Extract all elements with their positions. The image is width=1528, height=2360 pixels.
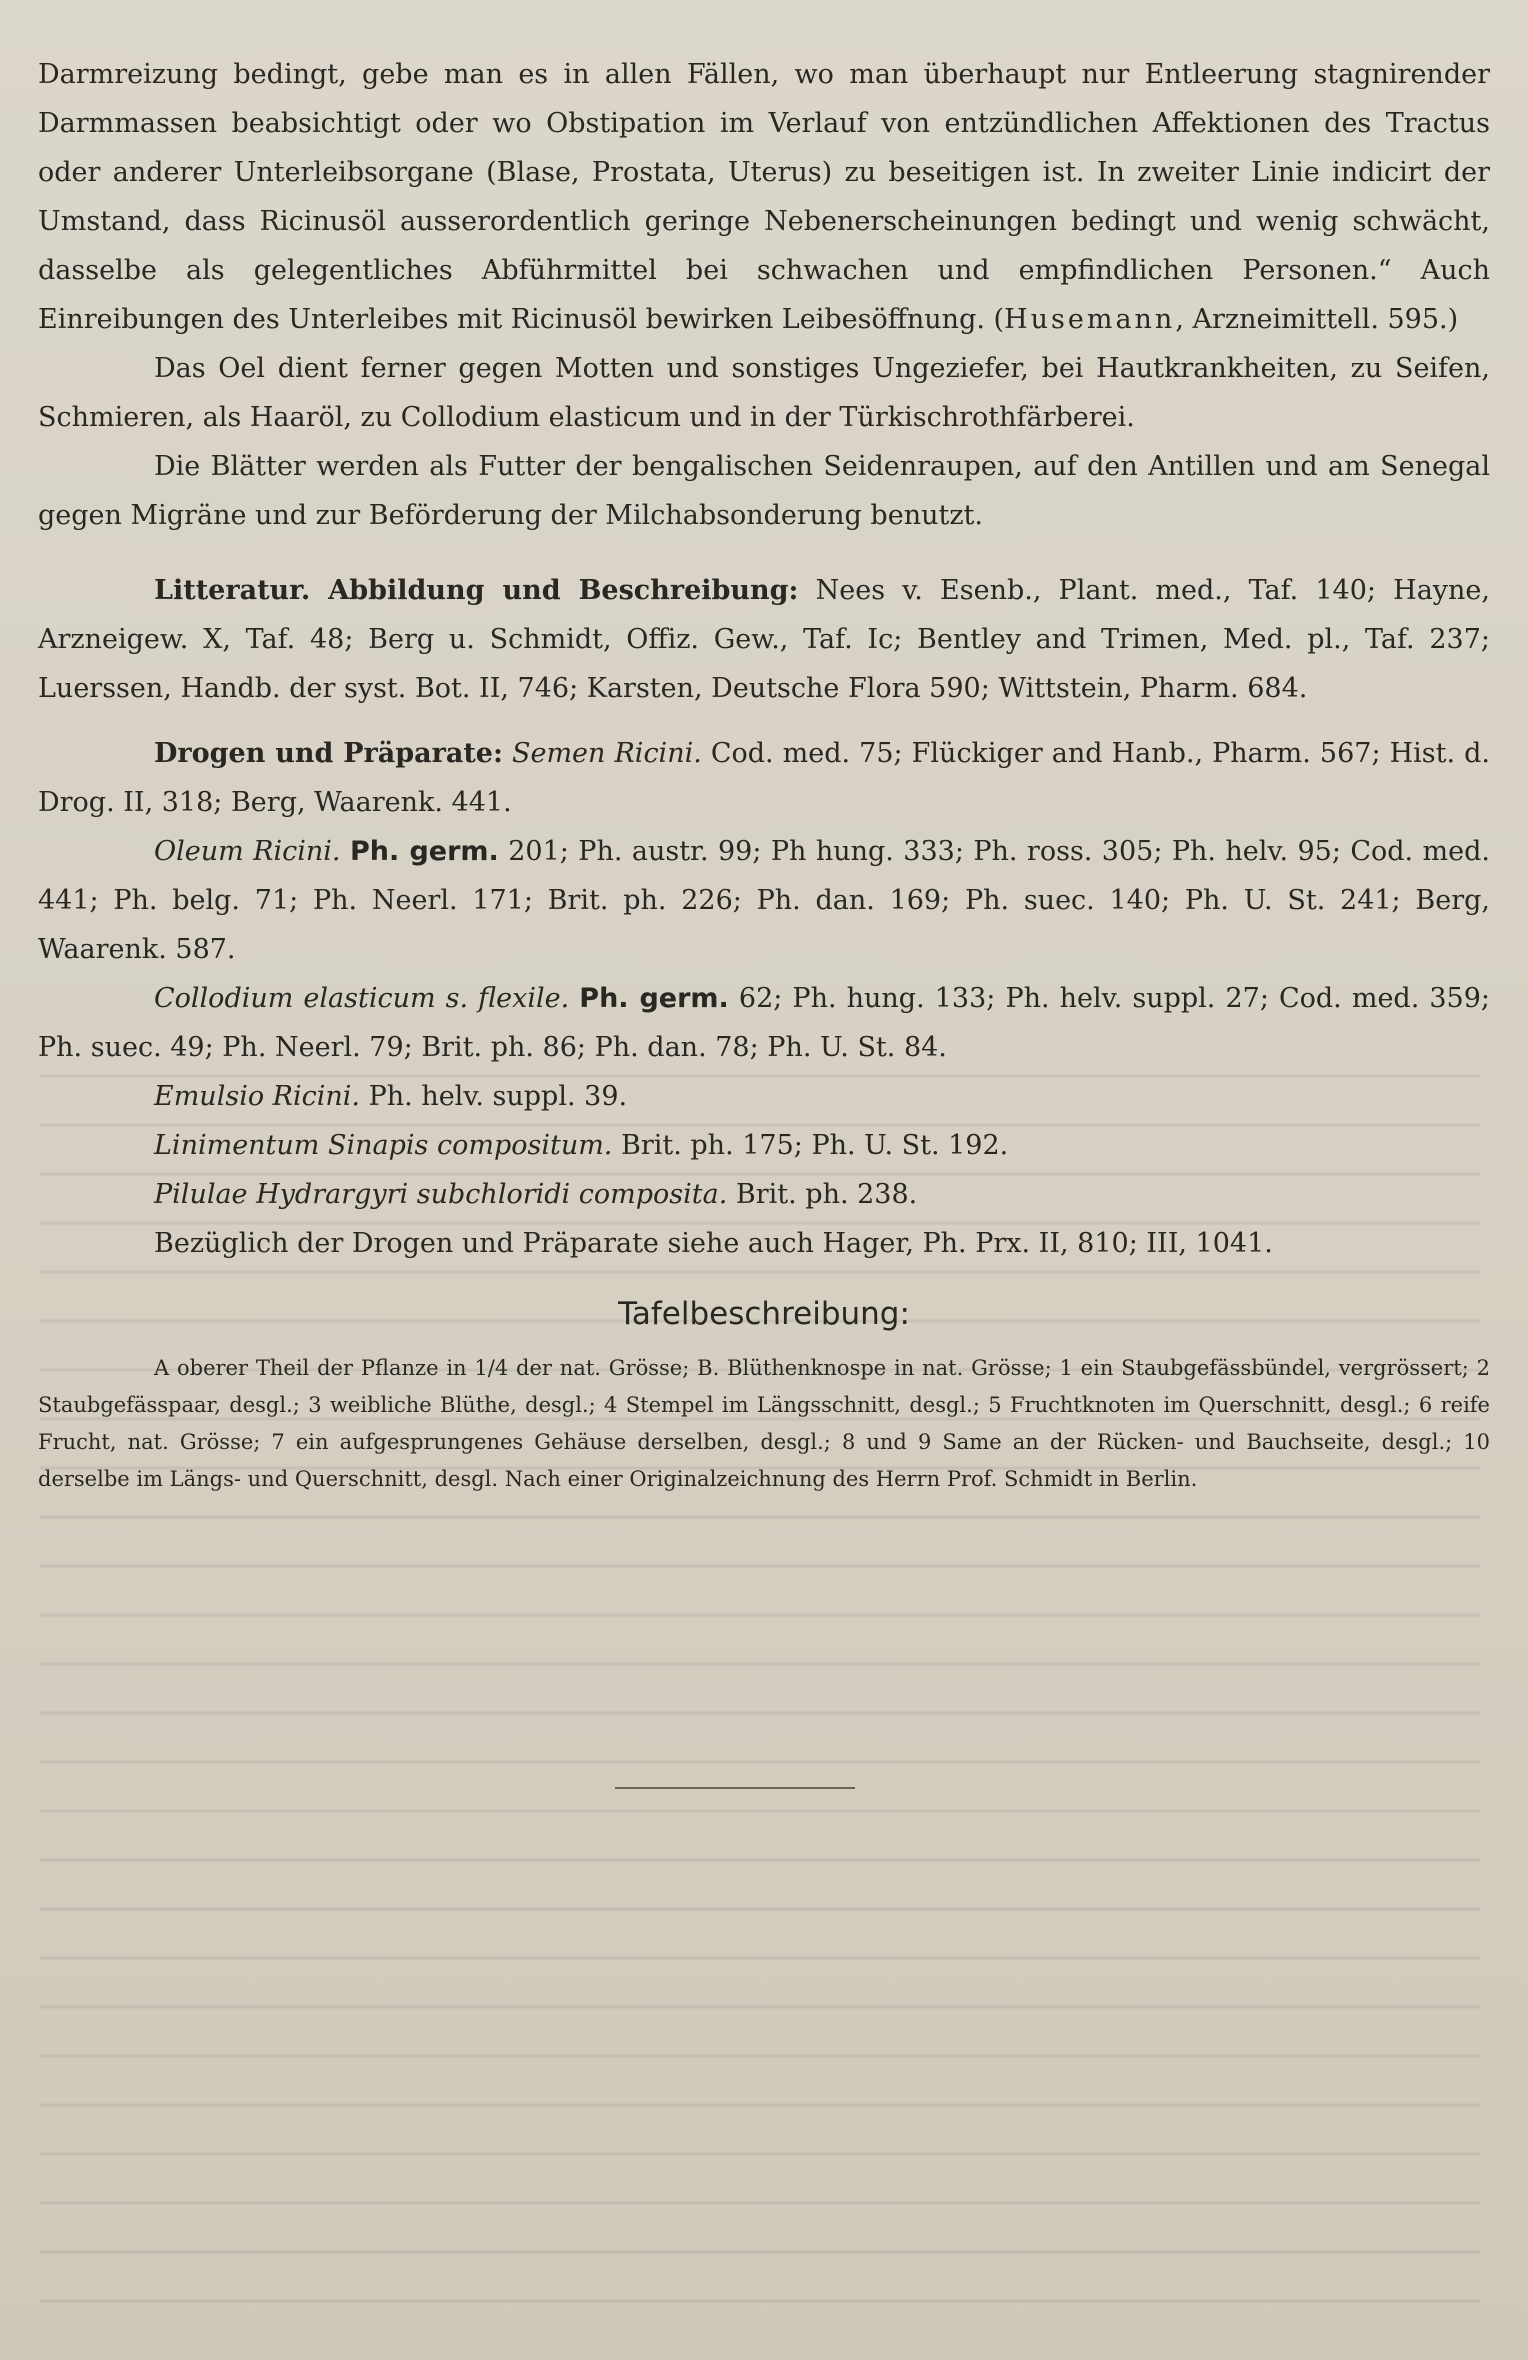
spacer bbox=[38, 540, 1490, 566]
drug-item-text: Brit. ph. 238. bbox=[735, 1179, 918, 1210]
drug-semen-name: Semen Ricini. bbox=[511, 738, 702, 769]
section-divider bbox=[615, 1787, 855, 1789]
drug-item-name: Pilulae Hydrargyri subchloridi composita. bbox=[154, 1179, 728, 1210]
paragraph-usage: Darmreizung bedingt, gebe man es in allen Fällen, wo man überhaupt nur Entleerung stagnirender Darmmassen beabsichtigt oder wo Obstipation im Verlauf von entzündlichen Affektionen des Tractus oder anderer Unterleibsorgane (Blase, Prostata, Uterus) zu beseitigen ist. In zweiter Linie indicirt der Umstand, dass Ricinusöl ausserordentlich geringe Nebenerscheinungen bedingt und wenig schwächt, dasselbe als gelegentliches Abführmittel bei schwachen und empfindlichen Personen.“ Auch Einreibungen des Unterleibes mit Ricinusöl bewirken Leibesöffnung. (Husemann, Arzneimittell. 595.) bbox=[38, 59, 1490, 335]
drug-item bbox=[38, 1170, 1490, 1219]
drug-item-name: Linimentum Sinapis compositum. bbox=[154, 1130, 613, 1161]
drug-item-text: 201; Ph. austr. 99; Ph hung. 333; Ph. ross. 305; Ph. helv. 95; Cod. med. 441; Ph. belg. 71; Ph. Neerl. 171; Brit. ph. 226; Ph. dan. 169; Ph. suec. 140; Ph. U. St. 241; Berg, Waarenk. 587. bbox=[38, 836, 1491, 965]
literature-section bbox=[38, 566, 1490, 713]
drugs-heading: Drogen und Präparate: bbox=[154, 738, 503, 769]
drug-item-text: Ph. helv. suppl. 39. bbox=[368, 1081, 628, 1112]
drug-item bbox=[38, 974, 1490, 1072]
drug-item bbox=[38, 1072, 1490, 1121]
paragraph-usage-text: Darmreizung bedingt, gebe man es in allen Fällen, wo man überhaupt nur Entleerung stagnirender Darmmassen beabsichtigt oder wo Obstipation im Verlauf von entzündlichen Affektionen des Tractus oder anderer Unterleibsorgane (Blase, Prostata, Uterus) zu beseitigen ist. In zweiter Linie indicirt der Umstand, dass Ricinusöl ausserordentlich geringe Nebenerscheinungen bedingt und wenig schwächt, dasselbe als gelegentliches Abführmittel bei schwachen und empfindlichen Personen.“ Auch Einreibungen des Unterleibes mit Ricinusöl bewirken Leibesöffnung. bbox=[38, 59, 1490, 335]
main-text-column bbox=[38, 50, 1490, 1498]
drug-item-text: 62; Ph. hung. 133; Ph. helv. suppl. 27; Cod. med. 359; Ph. suec. 49; Ph. Neerl. 79; Brit. ph. 86; Ph. dan. 78; Ph. U. St. 84. bbox=[38, 983, 1490, 1063]
drug-item-ph-germ: Ph. germ. bbox=[349, 836, 499, 867]
drug-item-name: Emulsio Ricini. bbox=[154, 1081, 360, 1112]
drug-semen-text: Cod. med. 75; Flückiger and Hanb., Pharm. 567; Hist. d. Drog. II, 318; Berg, Waarenk. 441. bbox=[38, 738, 1490, 818]
drugs-section bbox=[38, 729, 1490, 827]
citation-author: Husemann bbox=[1004, 304, 1176, 335]
drug-item bbox=[38, 827, 1490, 974]
drug-item-text: Brit. ph. 175; Ph. U. St. 192. bbox=[621, 1130, 1009, 1161]
drug-item-name: Oleum Ricini. bbox=[154, 836, 341, 867]
spacer bbox=[38, 713, 1490, 729]
drug-item-ph-germ: Ph. germ. bbox=[579, 983, 729, 1014]
paragraph-leaves: Die Blätter werden als Futter der bengalischen Seidenraupen, auf den Antillen und am Senegal gegen Migräne und zur Beförderung der Milchabsonderung benutzt. bbox=[38, 451, 1490, 531]
literature-heading: Litteratur. Abbildung und Beschreibung: bbox=[154, 575, 799, 606]
drug-item bbox=[38, 1121, 1490, 1170]
drug-item-name: Collodium elasticum s. flexile. bbox=[154, 983, 570, 1014]
citation-rest: , Arzneimittell. 595.) bbox=[1175, 304, 1459, 335]
paragraph-oil-uses: Das Oel dient ferner gegen Motten und sonstiges Ungeziefer, bei Hautkrankheiten, zu Seifen, Schmieren, als Haaröl, zu Collodium elasticum und in der Türkischrothfärberei. bbox=[38, 353, 1490, 433]
drugs-note: Bezüglich der Drogen und Präparate siehe auch Hager, Ph. Prx. II, 810; III, 1041. bbox=[154, 1228, 1273, 1259]
plate-description-heading: Tafelbeschreibung: bbox=[618, 1296, 910, 1332]
literature-text: Nees v. Esenb., Plant. med., Taf. 140; Hayne, Arzneigew. X, Taf. 48; Berg u. Schmidt, Offiz. Gew., Taf. Ic; Bentley and Trimen, Med. pl., Taf. 237; Luerssen, Handb. der syst. Bot. II, 746; Karsten, Deutsche Flora 590; Wittstein, Pharm. 684. bbox=[38, 575, 1490, 704]
plate-description-text: A oberer Theil der Pflanze in 1/4 der nat. Grösse; B. Blüthenknospe in nat. Grösse; 1 ein Staubgefässbündel, vergrössert; 2 Staubgefässpaar, desgl.; 3 weibliche Blüthe, desgl.; 4 Stempel im Längsschnitt, desgl.; 5 Fruchtknoten im Querschnitt, desgl.; 6 reife Frucht, nat. Grösse; 7 ein aufgesprungenes Gehäuse derselben, desgl.; 8 und 9 Same an der Rücken- und Bauchseite, desgl.; 10 derselbe im Längs- und Querschnitt, desgl. Nach einer Originalzeichnung des Herrn Prof. Schmidt in Berlin. bbox=[38, 1356, 1490, 1491]
